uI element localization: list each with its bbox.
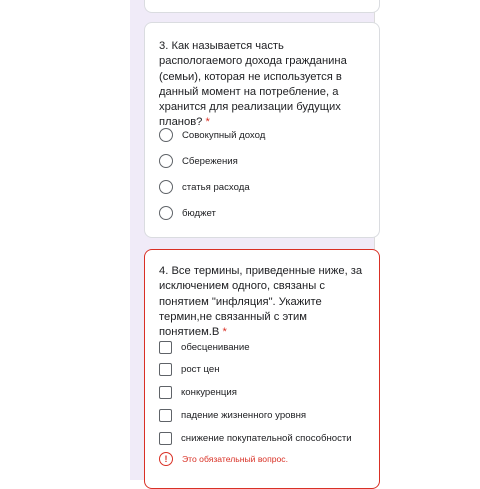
- error-message: [159, 452, 288, 466]
- option-label: Сбережения: [182, 155, 238, 167]
- option-label: снижение покупательной способности: [181, 432, 352, 444]
- radio-button[interactable]: [159, 154, 173, 168]
- option-label: конкуренция: [181, 386, 237, 398]
- checkbox-option[interactable]: [159, 384, 237, 400]
- radio-button[interactable]: [159, 206, 173, 220]
- question-text: 3. Как называется часть распологаемого дохода гражданина (семьи), которая не используется в данный момент на потребление, а хранится для реализации будущих планов?: [159, 40, 347, 129]
- checkbox-option[interactable]: [159, 407, 306, 423]
- checkbox-option[interactable]: [159, 430, 352, 446]
- checkbox[interactable]: [159, 409, 172, 422]
- question-card-4: [144, 249, 380, 489]
- previous-question-card: [144, 0, 380, 13]
- checkbox-option[interactable]: [159, 339, 250, 355]
- option-label: бюджет: [182, 207, 216, 219]
- error-icon: !: [159, 452, 173, 466]
- required-mark: *: [222, 326, 227, 339]
- error-text: Это обязательный вопрос.: [182, 454, 288, 464]
- checkbox[interactable]: [159, 341, 172, 354]
- option-label: статья расхода: [182, 181, 250, 193]
- option-label: Совокупный доход: [182, 129, 266, 141]
- option-label: обесценивание: [181, 341, 250, 353]
- radio-button[interactable]: [159, 128, 173, 142]
- checkbox[interactable]: [159, 386, 172, 399]
- radio-option[interactable]: [159, 127, 265, 143]
- required-mark: *: [205, 116, 210, 129]
- question-text: 4. Все термины, приведенные ниже, за исключением одного, связаны с понятием "инфляция". Укажите термин,не связанный с этим понятием.В: [159, 265, 363, 339]
- question-title: [159, 264, 369, 340]
- checkbox-option[interactable]: [159, 361, 220, 377]
- question-card-3: [144, 22, 380, 238]
- radio-button[interactable]: [159, 180, 173, 194]
- question-title: [159, 39, 369, 131]
- checkbox[interactable]: [159, 363, 172, 376]
- option-label: рост цен: [181, 363, 220, 375]
- radio-option[interactable]: [159, 153, 238, 169]
- radio-option[interactable]: [159, 179, 250, 195]
- option-label: падение жизненного уровня: [181, 409, 307, 421]
- checkbox[interactable]: [159, 432, 172, 445]
- radio-option[interactable]: [159, 205, 216, 221]
